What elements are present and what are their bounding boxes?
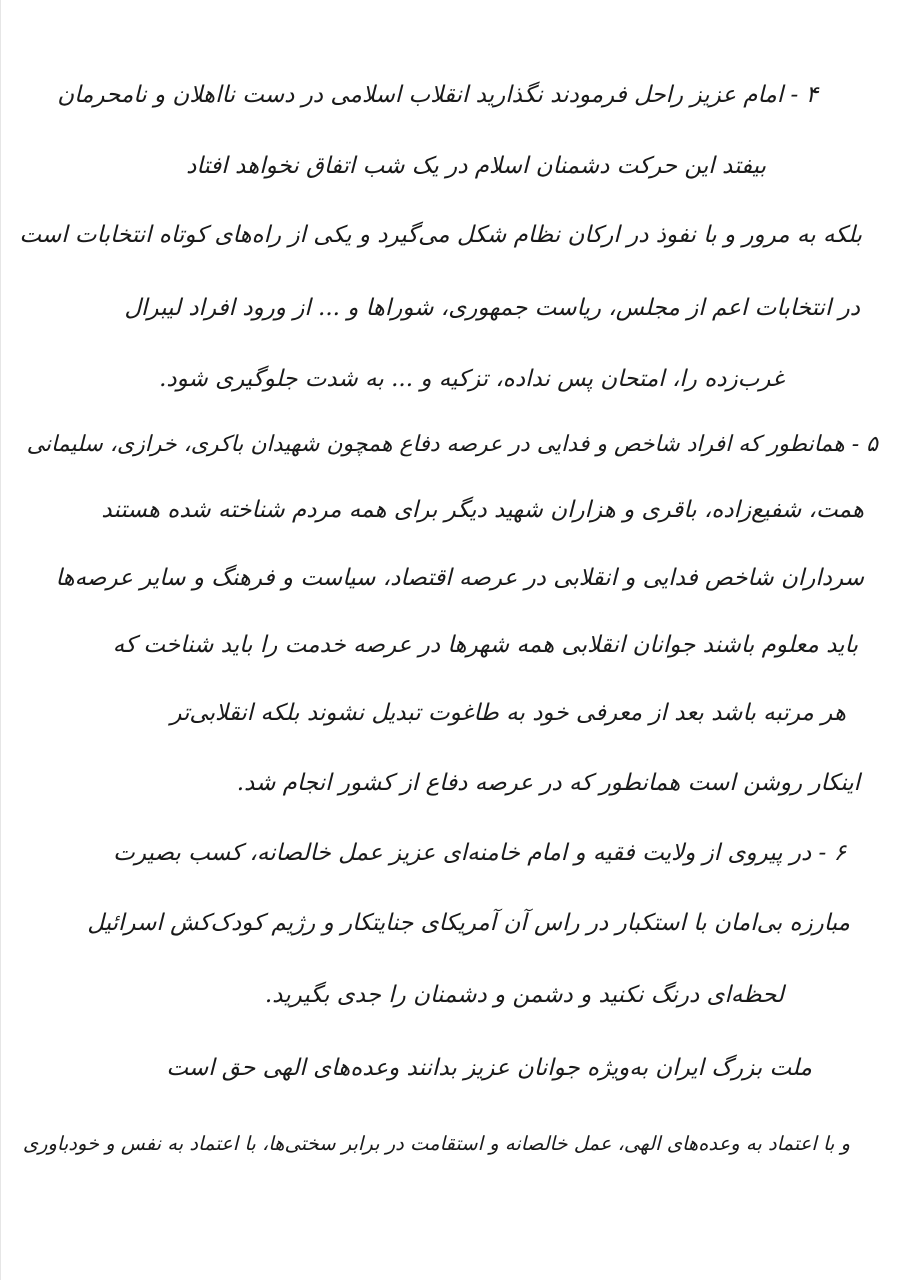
text-line-11: اینکار روشن است همانطور که در عرصه دفاع از کشور انجام شد. xyxy=(236,770,860,796)
text-line-15: ملت بزرگ ایران به‌ویژه جوانان عزیز بدانند وعده‌های الهی حق است xyxy=(166,1055,812,1081)
text-line-12: ۶ - در پیروی از ولایت فقیه و امام خامنه‌ای عزیز عمل خالصانه، کسب بصیرت xyxy=(113,840,846,866)
text-line-5: غرب‌زده را، امتحان پس نداده، تزکیه و ... به شدت جلوگیری شود. xyxy=(159,366,784,392)
text-line-13: مبارزه بی‌امان با استکبار در راس آن آمریکای جنایتکار و رژیم کودک‌کش اسرائیل xyxy=(87,910,850,936)
text-line-6: ۵ - همانطور که افراد شاخص و فدایی در عرصه دفاع همچون شهیدان باکری، خرازی، سلیمانی xyxy=(26,432,878,457)
text-line-1: ۴ - امام عزیز راحل فرمودند نگذارید انقلاب اسلامی در دست نااهلان و نامحرمان xyxy=(57,82,818,108)
text-line-10: هر مرتبه باشد بعد از معرفی خود به طاغوت تبدیل نشوند بلکه انقلابی‌تر xyxy=(170,700,846,726)
text-line-14: لحظه‌ای درنگ نکنید و دشمن و دشمنان را جدی بگیرید. xyxy=(264,982,784,1008)
text-line-4: در انتخابات اعم از مجلس، ریاست جمهوری، شوراها و ... از ورود افراد لیبرال xyxy=(124,295,860,321)
text-line-7: همت، شفیع‌زاده، باقری و هزاران شهید دیگر برای همه مردم شناخته شده هستند xyxy=(101,497,864,523)
text-line-9: باید معلوم باشند جوانان انقلابی همه شهرها در عرصه خدمت را باید شناخت که xyxy=(112,632,858,658)
text-line-2: بیفتد این حرکت دشمنان اسلام در یک شب اتفاق نخواهد افتاد xyxy=(186,153,766,179)
text-line-3: بلکه به مرور و با نفوذ در ارکان نظام شکل می‌گیرد و یکی از راه‌های کوتاه انتخابات است xyxy=(19,222,862,248)
text-line-8: سرداران شاخص فدایی و انقلابی در عرصه اقتصاد، سیاست و فرهنگ و سایر عرصه‌ها xyxy=(55,565,864,591)
text-line-16: و با اعتماد به وعده‌های الهی، عمل خالصانه و استقامت در برابر سختی‌ها، با اعتماد به نفس و خودباوری xyxy=(22,1132,850,1155)
